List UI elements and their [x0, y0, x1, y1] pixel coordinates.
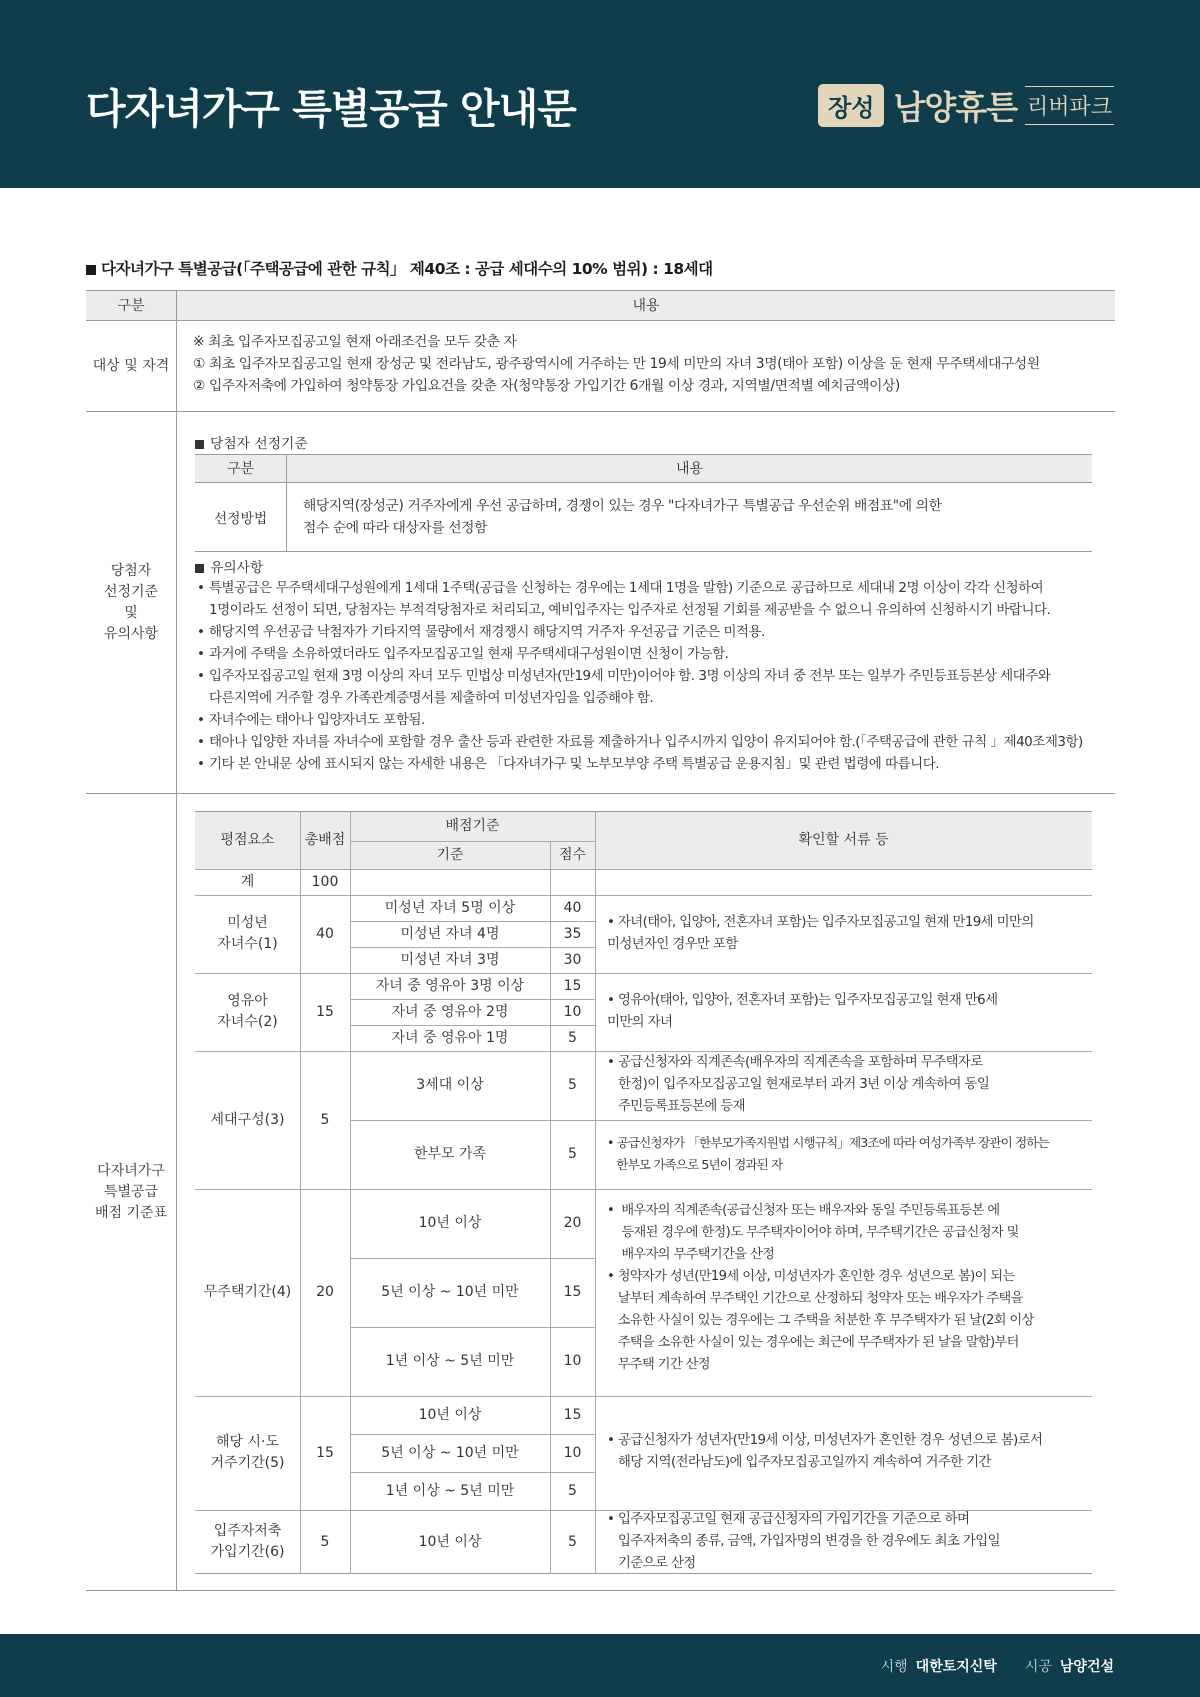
- note-item: • 입주자모집공고일 현재 3명 이상의 자녀 모두 민법상 미성년자(만19세 미만)이어야 함. 3명 이상의 자녀 중 전부 또는 일부가 주민등표등본상 세대주와 다른지역에 거주할 경우 가족관계증명서를 제출하여 미성년자임을 입증해야 함.: [197, 665, 1083, 709]
- builder-label: 시공: [1024, 1659, 1052, 1675]
- brand-sub: 리버파크: [1025, 86, 1114, 125]
- notes-list: [197, 577, 1083, 775]
- points-cell: 15: [563, 1406, 582, 1423]
- executor-label: 시행: [880, 1659, 908, 1675]
- note-item: • 특별공급은 무주택세대구성원에게 1세대 1주택(공급을 신청하는 경우에는 1세대 1명을 말함) 기준으로 공급하므로 세대내 2명 이상이 각각 신청하여 1명이라도 선정이 되면, 당첨자는 부적격당첨자로 처리되고, 예비입주자는 입주자로 선정될 기회를 제공받을 수 없으니 유의하여 신청하시기 바랍니다.: [197, 577, 1083, 621]
- documents-cell: • 영유아(태아, 입양아, 전혼자녀 포함)는 입주자모집공고일 현재 만6세 미만의 자녀: [607, 993, 998, 1030]
- eligibility-row: [86, 321, 1115, 412]
- points-cell: 5: [568, 1482, 577, 1499]
- points-cell: 5: [568, 1077, 577, 1093]
- points-cell: 30: [563, 951, 582, 968]
- grid-line: [195, 1396, 1092, 1397]
- points-cell: 10: [563, 1444, 582, 1461]
- points-cell: 15: [563, 1284, 582, 1300]
- points-cell: 20: [563, 1215, 582, 1231]
- header-category: 구분: [86, 291, 177, 321]
- note-item: • 자녀수에는 태아나 입양자녀도 포함됨.: [197, 709, 1083, 731]
- points-cell: 5: [568, 1533, 577, 1550]
- score-header-total: 총배점: [300, 812, 350, 869]
- grid-line: [595, 812, 596, 1574]
- criteria-cell: 자녀 중 영유아 2명: [391, 1003, 509, 1020]
- documents-cell: • 입주자모집공고일 현재 공급신청자의 가입기간을 기준으로 하며 입주자저축의 종류, 금액, 가입자명의 변경을 한 경우에도 최초 가입일 기준으로 산정: [607, 1512, 1000, 1571]
- note-item: • 기타 본 안내문 상에 표시되지 않는 자세한 내용은 「다자녀가구 및 노부모부양 주택 특별공급 운용지침」및 관련 법령에 따릅니다.: [197, 753, 1083, 775]
- score-header-element: 평점요소: [195, 812, 300, 869]
- selection-criteria-header: [195, 455, 1092, 483]
- criteria-cell: 10년 이상: [418, 1406, 482, 1423]
- bullet-icon: •: [197, 712, 205, 728]
- square-bullet-icon: [195, 564, 204, 573]
- page-title: 다자녀가구 특별공급 안내문: [86, 85, 576, 133]
- group-total: 5: [320, 1533, 330, 1550]
- points-cell: 10: [563, 1003, 582, 1020]
- criteria-cell: 미성년 자녀 5명 이상: [384, 899, 516, 916]
- group-total: 20: [316, 1284, 334, 1300]
- selection-method-label: 선정방법: [195, 483, 287, 551]
- notes-subheading-text: 유의사항: [210, 560, 264, 576]
- score-header-criteria: 기준: [350, 841, 550, 869]
- selection-method-line: 점수 순에 따라 대상자를 선정함: [303, 520, 488, 536]
- points-cell: 5: [568, 1029, 577, 1046]
- grid-line: [195, 1051, 1092, 1052]
- bullet-icon: •: [197, 668, 205, 684]
- score-header-points: 점수: [550, 841, 595, 869]
- note-item: • 해당지역 우선공급 낙첨자가 기타지역 물량에서 재경쟁시 해당지역 거주자 우선공급 기준은 미적용.: [197, 621, 1083, 643]
- grid-line: [350, 812, 351, 1574]
- group-name: 입주자저축 가입기간(6): [210, 1523, 285, 1560]
- group-name: 영유아 자녀수(2): [217, 993, 278, 1030]
- bullet-icon: •: [197, 646, 205, 662]
- selection-subheading-text: 당첨자 선정기준: [210, 436, 308, 452]
- scoring-table: [195, 811, 1092, 1574]
- total-row-label: 계: [240, 873, 255, 890]
- grid-line: [195, 1510, 1092, 1511]
- documents-cell: • 자녀(태아, 입양아, 전혼자녀 포함)는 입주자모집공고일 현재 만19세 미만의 미성년자인 경우만 포함: [607, 915, 1034, 952]
- grid-line: [550, 841, 551, 1574]
- grid-line: [350, 1258, 595, 1259]
- eligibility-label: 대상 및 자격: [86, 321, 177, 411]
- criteria-cell: 자녀 중 영유아 1명: [391, 1029, 509, 1046]
- group-name: 세대구성(3): [210, 1111, 285, 1128]
- grid-line: [195, 895, 1092, 896]
- group-total: 15: [316, 1444, 334, 1461]
- group-name: 해당 시·도 거주기간(5): [210, 1434, 285, 1471]
- criteria-cell: 5년 이상 ~ 10년 미만: [381, 1444, 519, 1461]
- grid-line: [195, 973, 1092, 974]
- selection-criteria-table: [195, 454, 1092, 552]
- bullet-icon: •: [197, 734, 205, 750]
- documents-cell: • 공급신청자가 성년자(만19세 이상, 미성년자가 혼인한 경우 성년으로 봄)로서 해당 지역(전라남도)에 입주자모집공고일까지 계속하여 거주한 기간: [607, 1433, 1043, 1470]
- grid-line: [195, 869, 1092, 870]
- square-bullet-icon: [195, 440, 204, 449]
- eligibility-line: ② 입주자저축에 가입하여 청약통장 가입요건을 갖춘 자(청약통장 가입기간 6개월 이상 경과, 지역별/면적별 예치금액이상): [193, 378, 900, 394]
- inner-header-content: 내용: [675, 461, 704, 477]
- header-content: 내용: [632, 298, 660, 314]
- group-total: 5: [320, 1111, 330, 1128]
- documents-cell: • 공급신청자가 「한부모가족지원법 시행규칙」제3조에 따라 여성가족부 장관이 정하는 한부모 가족으로 5년이 경과된 자: [607, 1135, 1049, 1172]
- note-item: • 과거에 주택을 소유하였더라도 입주자모집공고일 현재 무주택세대구성원이면 신청이 가능함.: [197, 643, 1083, 665]
- group-name: 미성년 자녀수(1): [217, 915, 278, 952]
- criteria-cell: 미성년 자녀 3명: [400, 951, 500, 968]
- group-total: 15: [316, 1003, 334, 1020]
- grid-line: [350, 1025, 595, 1026]
- eligibility-line: ① 최초 입주자모집공고일 현재 장성군 및 전라남도, 광주광역시에 거주하는 만 19세 미만의 자녀 3명(태아 포함) 이상을 둔 현재 무주택세대구성원: [193, 356, 1040, 372]
- inner-header-category: 구분: [195, 455, 287, 483]
- bullet-icon: •: [197, 624, 205, 640]
- points-cell: 40: [563, 899, 582, 916]
- points-cell: 10: [563, 1353, 582, 1369]
- brand-logo: [818, 83, 1114, 128]
- grid-line: [300, 812, 301, 1574]
- brand-name: 남양휴튼: [893, 88, 1017, 127]
- selection-method-text: [303, 495, 942, 539]
- grid-line: [195, 1189, 1092, 1190]
- scoring-label: 다자녀가구 특별공급 배점 기준표: [86, 794, 177, 1591]
- square-bullet-icon: [86, 265, 96, 275]
- selection-method-row: [195, 483, 1092, 551]
- grid-line: [350, 1434, 595, 1435]
- criteria-cell: 1년 이상 ~ 5년 미만: [385, 1353, 515, 1369]
- criteria-cell: 1년 이상 ~ 5년 미만: [385, 1482, 515, 1499]
- header-banner: [0, 0, 1200, 188]
- criteria-cell: 5년 이상 ~ 10년 미만: [381, 1284, 519, 1300]
- points-cell: 35: [563, 925, 582, 942]
- note-item: • 태아나 입양한 자녀를 자녀수에 포함할 경우 출산 등과 관련한 자료를 제출하거나 입주시까지 입양이 유지되어야 함.(「주택공급에 관한 규칙 」제40조제3항): [197, 731, 1083, 753]
- documents-cell: • 배우자의 직계존속(공급신청자 또는 배우자와 동일 주민등록표등본 에 등재된 경우에 한정)도 무주택자이어야 하며, 무주택기간은 공급신청자 및 배우자의 무주택기간을 산정 • 청약자가 성년(만19세 이상, 미성년자가 혼인한 경우 성년으로 봄)이 되는 날부터 계속하여 무주택인 기간으로 산정하되 청약자 또는 배우자가 주택을 소유한 사실이 있는 경우에는 그 주택을 처분한 후 무주택자가 된 날(2회 이상 주택을 소유한 사실이 있는 경우에는 최근에 무주택자가 된 날을 말함)부터 무주택 기간 산정: [607, 1203, 1034, 1372]
- group-name: 무주택기간(4): [203, 1284, 292, 1300]
- selection-subheading: [195, 432, 308, 452]
- score-header-criteria-group: 배점기준: [350, 812, 595, 841]
- criteria-cell: 미성년 자녀 4명: [400, 925, 500, 942]
- criteria-cell: 자녀 중 영유아 3명 이상: [375, 977, 525, 994]
- points-cell: 5: [568, 1146, 577, 1162]
- section-heading-text: 다자녀가구 특별공급(「주택공급에 관한 규칙」 제40조 : 공급 세대수의 10% 범위) : 18세대: [101, 260, 713, 278]
- eligibility-body: [177, 321, 1115, 411]
- grid-line: [350, 1472, 595, 1473]
- grid-line: [350, 1327, 595, 1328]
- criteria-cell: 10년 이상: [418, 1215, 482, 1231]
- criteria-cell: 10년 이상: [418, 1533, 482, 1550]
- grid-line: [350, 921, 595, 922]
- eligibility-line: ※ 최초 입주자모집공고일 현재 아래조건을 모두 갖춘 자: [193, 334, 517, 350]
- criteria-cell: 한부모 가족: [413, 1146, 487, 1162]
- notes-subheading: [195, 556, 263, 576]
- section-heading: [86, 257, 713, 279]
- footer-credits: [881, 1656, 1114, 1676]
- bullet-icon: •: [197, 756, 205, 772]
- score-header-documents: 확인할 서류 등: [595, 812, 1092, 869]
- total-row-total: 100: [311, 873, 339, 890]
- documents-cell: • 공급신청자와 직계존속(배우자의 직계존속을 포함하며 무주택자로 한정)이 입주자모집공고일 현재로부터 과거 3년 이상 계속하여 동일 주민등록표등본에 등재: [607, 1055, 990, 1114]
- builder-name: 남양건설: [1059, 1659, 1114, 1675]
- grid-line: [350, 1120, 1092, 1121]
- points-cell: 15: [563, 977, 582, 994]
- brand-region: 장성: [818, 84, 884, 127]
- group-total: 40: [316, 925, 334, 942]
- grid-line: [350, 841, 595, 842]
- selection-label: 당첨자 선정기준 및 유의사항: [86, 412, 177, 793]
- footer-bar: [0, 1634, 1200, 1697]
- criteria-cell: 3세대 이상: [416, 1077, 484, 1093]
- selection-method-line: 해당지역(장성군) 거주자에게 우선 공급하며, 경쟁이 있는 경우 "다자녀가구 특별공급 우선순위 배점표"에 의한: [303, 498, 942, 514]
- grid-line: [350, 947, 595, 948]
- bullet-icon: •: [197, 580, 205, 596]
- main-table-header: [86, 291, 1115, 321]
- executor-name: 대한토지신탁: [915, 1659, 997, 1675]
- grid-line: [350, 999, 595, 1000]
